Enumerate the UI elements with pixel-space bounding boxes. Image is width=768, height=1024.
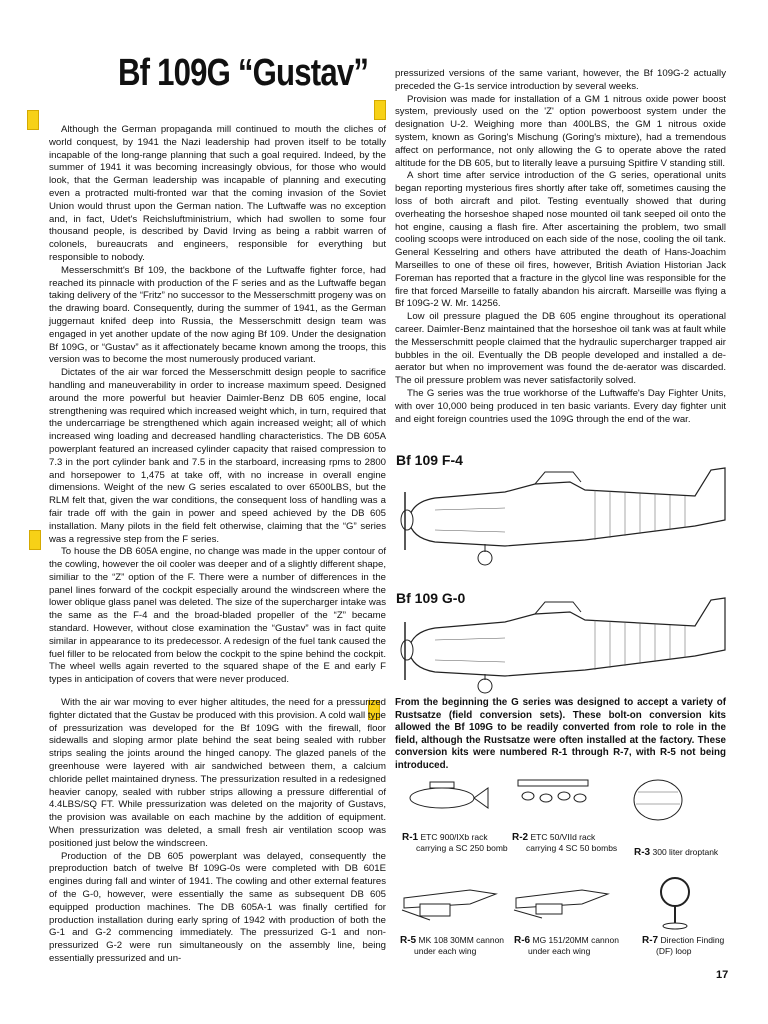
kit-r7 — [642, 935, 724, 956]
marker-icon — [374, 100, 386, 120]
kit-id: R-1 — [402, 832, 419, 843]
g0-aircraft-drawing — [395, 598, 730, 698]
kit-desc: under each wing — [528, 946, 591, 956]
kit-id: R-5 — [400, 935, 417, 946]
r3-droptank-illustration — [628, 770, 698, 825]
kit-r5 — [400, 935, 504, 956]
paragraph: Although the German propaganda mill continued to mouth the cliches of world conquest, by 1941 the Nazi leadership had proven itself to be totally incapable of the long-range planning that such a goal required. Indeed, by the summer of 1941 it was becoming increasingly obvious, for those who would look, that the German leadership was incapable of planning and executing even a protracted multi-fronted war that the coming invasion of the Soviet Union would thrust upon the German nation. The Luftwaffe was no exception and, in fact, Udet's Reichsluftministrium, which had swollen to some four thousand people, is described by David Irving as being a rabbit warren of colonels, bureaucrats and engineers, responsible for everything but responsible to nobody. — [49, 124, 386, 263]
paragraph: A short time after service introduction of the G series, operational units began reporting mysterious fires shortly after take off, sometimes causing the loss of both aircraft and pilot. Testing eventually showed that during overheating the horseshoe shaped nose mounted oil tank seeped oil onto the hot engine, causing a flash fire. After ascertaining the problem, two small cooling scoops were introduced on each side of the nose, cooling the oil tank. General Kesselring and others have attributed the death of Hans-Joachim Marseilles to one of these oil fires, however, British Aviation Historian Jack Foreman has reported that a fracture in the glycol line was responsible for the fire that forced Marseille to fatally abandon his aircraft. Marseille was flying a Bf 109G-2 W. Mr. 14256. — [395, 170, 726, 310]
paragraph: Low oil pressure plagued the DB 605 engine throughout its operational career. Daimler-Benz maintained that the horseshoe oil tank was at fault while the Messerschmitt people claimed that the hydraulic supercharger trapped air bubbles in the oil. Eventually the DB people developed and installed a de-aerator but when no improvement was found the de-aerator was discarded. The oil pressure problem was never satisfactorily solved. — [395, 311, 726, 387]
kit-id: R-3 — [634, 847, 651, 858]
kit-desc: (DF) loop — [656, 946, 692, 956]
r7-df-loop-illustration — [650, 872, 700, 932]
kit-id: R-6 — [514, 935, 531, 946]
paragraph: To house the DB 605A engine, no change was made in the upper contour of the cowling, however the oil cooler was deeper and of a slightly different shape, similiar to the “Z” option of the F. There were a number of differences in the panel lines forward of the cockpit especially around the windscreen where the lower oblique glass panel was deleted. The size of the supercharger intake was the same as the F-4 and the broad-bladed propeller of the “Z” became standard. However, without close examination the “Gustav” was in fact quite similar in appearance to its predecessor. A redesign of the fuel tank caused the fuel filler to be relocated from below the cockpit to the spine behind the cockpit. The wheel wells again reverted to the squared shape of the E and early F types in anticipation of covers that were never produced. — [49, 546, 386, 686]
page-number: 17 — [716, 969, 729, 981]
kit-r6 — [514, 935, 619, 956]
marker-icon — [27, 110, 39, 130]
r5-cannon-illustration — [400, 880, 500, 925]
paragraph: With the air war moving to ever higher altitudes, the need for a pressurized fighter dictated that the Gustav be produced with this provision. A cold wall type of pressurization was developed for the Bf 109G with the firewall, floor sidewalls and sloping armor plate behind the seat being sealed with rubber strips sealing the joints around the hinged canopy. The glazed panels of the greenhouse were layered with air sandwiched between them, a calcium chloride pellet maintained dryness. The pressurization resulted in a redesigned heavier canopy, sealed with rubber strips allowing a pressure differential of 4.4LBS/SQ FT. While pressurization was deleted on the majority of Gustavs, the provision was available on each machine by the addition of equipment. When pressurization was deleted, a small fresh air ventilation scoop was positioned just below the windscreen. — [49, 697, 386, 849]
kit-desc: MK 108 30MM cannon — [418, 935, 505, 945]
kit-r2 — [512, 832, 617, 853]
left-column — [49, 124, 386, 966]
paragraph: Messerschmitt's Bf 109, the backbone of the Luftwaffe fighter force, had reached its pinnacle with production of the F series and as the Luftwaffe began taking delivery of the “Fritz” no successor to the Messerschmitt progeny was on the drawing board. Consequently, during the summer of 1941, as the German juggernaut knifed deep into Russia, the Messerschmitt design team was engaged in yet another update of the now aging Bf 109. Under the designation Bf 109G, or “Gustav” as it affectionately became known among the troops, this version was to become the most numerously produced variant. — [49, 264, 386, 366]
kit-id: R-7 — [642, 935, 659, 946]
kit-desc: ETC 900/IXb rack — [420, 832, 488, 842]
page-title: Bf 109G “Gustav” — [118, 52, 369, 94]
kit-r3 — [634, 847, 718, 858]
r2-bombs-illustration — [508, 776, 598, 816]
kit-desc: Direction Finding — [660, 935, 725, 945]
figure-caption: From the beginning the G series was designed to accept a variety of Rustsatze (field conversion sets). These bolt-on conversion kits allowed the Bf 109G to be readily converted from role to role in the field, although the Rustsatze were often installed at the factory. These conversion kits were numbered R-1 through R-7, with R-5 not being introduced. — [395, 697, 726, 771]
kit-desc: carrying a SC 250 bomb — [416, 843, 508, 853]
paragraph: The G series was the true workhorse of the Luftwaffe's Day Fighter Units, with over 10,000 being produced in ten basic variants. Every day fighter unit and eight foreign countries used the 109G through the end of the war. — [395, 387, 726, 425]
kit-id: R-2 — [512, 832, 529, 843]
marker-icon — [29, 530, 41, 550]
kit-desc: MG 151/20MM cannon — [532, 935, 619, 945]
kit-desc: ETC 50/VIId rack — [530, 832, 596, 842]
paragraph: pressurized versions of the same variant, however, the Bf 109G-2 actually preceded the G-1s service introduction by several weeks. — [395, 68, 726, 92]
r1-bomb-illustration — [402, 776, 492, 816]
kit-desc: carrying 4 SC 50 bombs — [526, 843, 618, 853]
g0-label: Bf 109 G-0 — [396, 590, 466, 606]
paragraph: Production of the DB 605 powerplant was delayed, consequently the preproduction batch of twelve Bf 109G-0s were completed with DB 601E engines during fall and winter of 1941. The cowling and other external features of the G-0, however, were essentially the same as subsequent DB 605 equipped production machines. The DB 605A-1 was finally certified for production installation during early spring of 1942 with production of both the G-1 and G-2 commencing immediately. The pressurized G-1 and non-pressurized G-2 were run simultaneously on the assembly line, being essentially pressurized and un- — [49, 850, 386, 964]
kit-desc: 300 liter droptank — [652, 847, 719, 857]
paragraph: Dictates of the air war forced the Messerschmitt design people to sacrifice handling and maneuverability in order to increase maximum speed. Designed around the more powerful but heavier Daimler-Benz DB 605 engine, local strengthening was required which increased weight which, in turn, required that the undercarriage be strengthened which again increased weight; all of which increased wing loading and decreased handling characteristics. The DB 605A powerplant featured an increased cylinder capacity that raised compression to 7.3 in the port cylinder bank and 7.5 in the starboard, increasing rpms to 2800 and horsepower to 1,475 at take off, with no increase in overall engine dimensions. Weight of the new G series escalated to over 6500LBS, but the RLM felt that, given the war conditions, the consequent loss of handling was a fair trade off with the gain in power and speed achieved by the DB 605 installation. Many pilots in the field felt otherwise, claiming that the “G” series was a regressive step from the F series. — [49, 367, 386, 545]
f4-aircraft-drawing — [395, 462, 730, 577]
kit-r1 — [402, 832, 508, 853]
f4-label: Bf 109 F-4 — [396, 452, 463, 468]
r6-cannon-illustration — [512, 880, 612, 925]
right-column — [395, 68, 726, 426]
kit-desc: under each wing — [414, 946, 477, 956]
paragraph: Provision was made for installation of a GM 1 nitrous oxide power boost system, previously used on the 'Z' option powerboost system under the designation U-2. Weighing more than 400LBS, the GM 1 nitrous oxide system, known as Goring's Mischung (Goring's mixture), had a tremendous affect on performance, not only allowing the G to operate above the rated altitude for the DB 605, but to literally leave a pursuing Spitfire V standing still. — [395, 93, 726, 169]
